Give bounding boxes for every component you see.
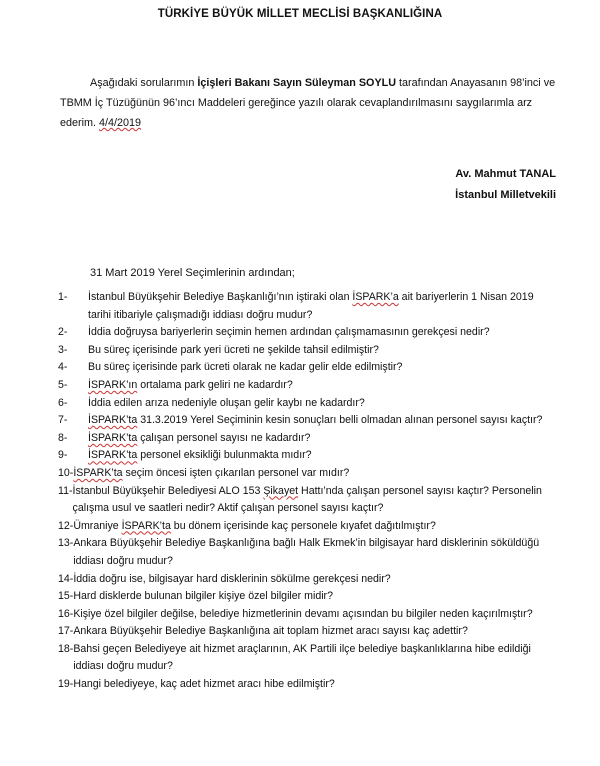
question-number: 7-: [58, 414, 68, 427]
list-item: [58, 377, 558, 395]
question-number: 14-: [58, 572, 74, 585]
question-text: İSPARK’ta personel eksikliği bulunmakta mıdır?: [88, 449, 312, 462]
list-item: [58, 465, 558, 483]
question-text: İddia edilen arıza nedeniyle oluşan gelir kaybı ne kadardır?: [88, 396, 365, 409]
list-item: [58, 641, 558, 676]
question-number: 18-: [58, 642, 74, 655]
list-item: [58, 289, 558, 324]
intro-paragraph: [60, 73, 565, 133]
question-text: İstanbul Büyükşehir Belediye Başkanlığı’nın iştiraki olan İSPARK’a ait bariyerlerin 1 Nisan 2019 tarihi itibariyle çalışmadığı iddiası doğru mudur?: [88, 291, 534, 321]
question-number: 17-: [58, 625, 74, 638]
question-text: İstanbul Büyükşehir Belediyesi ALO 153 Şikayet Hattı’nda çalışan personel sayısı kaçtır? Personelin çalışma usul ve saatleri nedir? Aktif çalışan personel sayısı kaçtır?: [72, 484, 542, 515]
question-text: İddia doğruysa bariyerlerin seçimin hemen ardından çalışmamasının gerekçesi nedir?: [88, 326, 490, 339]
question-number: 13-: [58, 537, 74, 550]
question-text: Kişiye özel bilgiler değilse, belediye hizmetlerinin devamı açısından bu bilgiler neden kaçırılmıştır?: [73, 607, 533, 620]
question-number: 3-: [58, 343, 68, 356]
question-number: 16-: [58, 607, 74, 620]
list-item: [58, 588, 558, 606]
question-number: 9-: [58, 449, 68, 462]
question-number: 5-: [58, 378, 68, 391]
question-number: 15-: [58, 590, 74, 603]
question-number: 4-: [58, 361, 68, 374]
question-number: 8-: [58, 431, 68, 444]
question-text: İSPARK’ın ortalama park geliri ne kadardır?: [88, 378, 293, 391]
signature-role: İstanbul Milletvekili: [455, 189, 556, 201]
list-item: [58, 483, 558, 518]
list-item: [58, 430, 558, 448]
question-text: Hangi belediyeye, kaç adet hizmet aracı hibe edilmiştir?: [73, 678, 335, 691]
minister-name: İçişleri Bakanı Sayın Süleyman SOYLU: [197, 77, 397, 89]
question-number: 2-: [58, 326, 68, 339]
signature-name: Av. Mahmut TANAL: [455, 168, 556, 180]
question-number: 6-: [58, 396, 68, 409]
question-text: İSPARK’ta seçim öncesi işten çıkarılan personel var mıdır?: [73, 466, 350, 479]
question-text: İSPARK’ta çalışan personel sayısı ne kadardır?: [88, 431, 311, 444]
question-text: Bu süreç içerisinde park yeri ücreti ne şekilde tahsil edilmiştir?: [88, 343, 379, 356]
list-item: [58, 676, 558, 694]
question-number: 11-: [58, 484, 73, 497]
question-number: 19-: [58, 678, 74, 691]
question-text: Ankara Büyükşehir Belediye Başkanlığına ait toplam hizmet aracı sayısı kaç adettir?: [73, 625, 468, 638]
intro-text-1: Aşağıdaki sorularımın: [90, 77, 198, 89]
document-title: TÜRKİYE BÜYÜK MİLLET MECLİSİ BAŞKANLIĞINA: [157, 8, 443, 20]
intro-text-2: tarafından Anayasanın 98’inci ve TBMM İç Tüzüğünün 96’ıncı Maddeleri gereğince yazılı olarak cevaplandırılmasını saygılarımla arz ederim.: [60, 77, 556, 129]
question-number: 10-: [58, 466, 74, 479]
question-text: Bahsi geçen Belediyeye ait hizmet araçlarının, AK Partili ilçe belediye başkanlıklarına hibe edildiği iddiası doğru mudur?: [73, 642, 531, 673]
question-text: Ankara Büyükşehir Belediye Başkanlığına bağlı Halk Ekmek’in bilgisayar hard disklerinin söküldüğü iddiası doğru mudur?: [73, 537, 540, 567]
list-item: [58, 518, 558, 536]
list-item: [58, 447, 558, 465]
list-item: [58, 359, 558, 377]
question-text: Bu süreç içerisinde park ücreti olarak ne kadar gelir elde edilmiştir?: [88, 361, 403, 374]
list-item: [58, 606, 558, 624]
question-text: İSPARK’ta 31.3.2019 Yerel Seçiminin kesin sonuçları belli olmadan alınan personel sayısı kaçtır?: [88, 414, 543, 427]
list-item: [58, 412, 558, 430]
questions-lead: 31 Mart 2019 Yerel Seçimlerinin ardından;: [90, 267, 295, 279]
question-list: [58, 289, 558, 694]
list-item: [58, 623, 558, 641]
list-item: [58, 535, 558, 570]
question-text: Ümraniye İSPARK’ta bu dönem içerisinde kaç personele kıyafet dağıtılmıştır?: [73, 519, 436, 532]
question-number: 1-: [58, 291, 68, 303]
intro-date: 4/4/2019: [99, 117, 142, 129]
list-item: [58, 342, 558, 360]
list-item: [58, 571, 558, 589]
question-text: Hard disklerde bulunan bilgiler kişiye özel bilgiler midir?: [73, 590, 333, 603]
list-item: [58, 324, 558, 342]
list-item: [58, 395, 558, 413]
question-number: 12-: [58, 519, 74, 532]
question-text: İddia doğru ise, bilgisayar hard disklerinin sökülme gerekçesi nedir?: [73, 572, 391, 585]
